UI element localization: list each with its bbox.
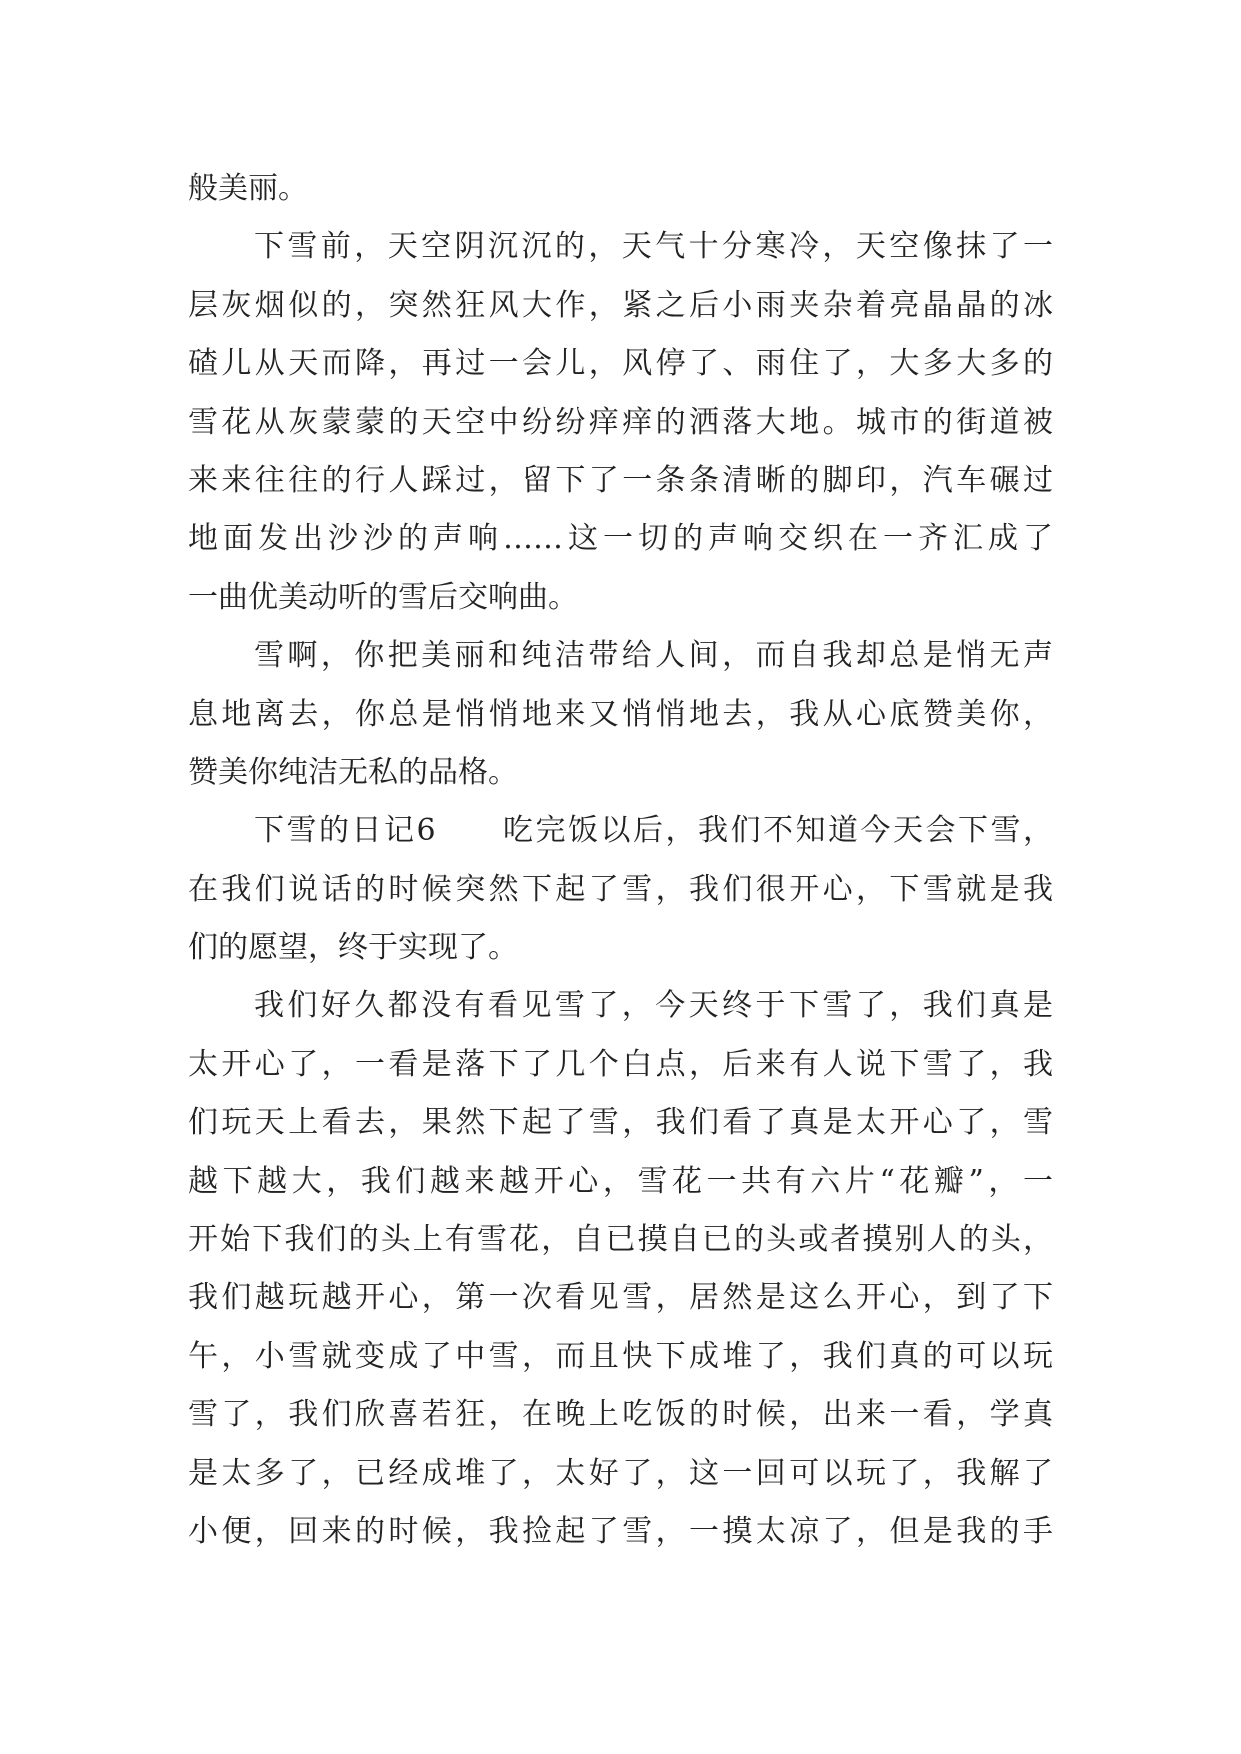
text-line: 雪啊，你把美丽和纯洁带给人间，而自我却总是悄无声 (254, 638, 1053, 674)
text-line: 一曲优美动听的雪后交响曲。 (188, 579, 578, 615)
text-line: 我们好久都没有看见雪了，今天终于下雪了，我们真是 (254, 988, 1053, 1024)
text-line: 我们越玩越开心，第一次看见雪，居然是这么开心，到了下 (188, 1280, 1053, 1316)
text-line: 息地离去，你总是悄悄地来又悄悄地去，我从心底赞美你， (188, 696, 1053, 732)
text-line: 在我们说话的时候突然下起了雪，我们很开心，下雪就是我 (188, 871, 1053, 907)
text-line: 们玩天上看去，果然下起了雪，我们看了真是太开心了，雪 (188, 1105, 1053, 1141)
text-line: 下雪前，天空阴沉沉的，天气十分寒冷，天空像抹了一 (254, 229, 1053, 265)
text-line: 来来往往的行人踩过，留下了一条条清晰的脚印，汽车碾过 (188, 462, 1053, 498)
text-line: 下雪的日记6 吃完饭以后，我们不知道今天会下雪， (254, 813, 1053, 849)
text-line: 碴儿从天而降，再过一会儿，风停了、雨住了，大多大多的 (188, 346, 1053, 382)
text-line: 地面发出沙沙的声响……这一切的声响交织在一齐汇成了 (188, 521, 1053, 557)
text-line: 雪花从灰蒙蒙的天空中纷纷痒痒的洒落大地。城市的街道被 (188, 404, 1053, 440)
text-line: 小便，回来的时候，我捡起了雪，一摸太凉了，但是我的手 (188, 1513, 1053, 1549)
text-line: 越下越大，我们越来越开心，雪花一共有六片“花瓣”，一 (188, 1163, 1053, 1199)
body-text (188, 160, 1053, 1561)
text-line: 午，小雪就变成了中雪，而且快下成堆了，我们真的可以玩 (188, 1338, 1053, 1374)
text-line: 般美丽。 (188, 171, 308, 206)
text-line: 赞美你纯洁无私的品格。 (188, 754, 518, 790)
text-line: 开始下我们的头上有雪花，自已摸自已的头或者摸别人的头， (188, 1222, 1053, 1258)
text-line: 们的愿望，终于实现了。 (188, 930, 518, 966)
text-line: 层灰烟似的，突然狂风大作，紧之后小雨夹杂着亮晶晶的冰 (188, 287, 1053, 323)
text-line: 雪了，我们欣喜若狂，在晚上吃饭的时候，出来一看，学真 (188, 1397, 1053, 1433)
text-line: 是太多了，已经成堆了，太好了，这一回可以玩了，我解了 (188, 1455, 1053, 1491)
text-line: 太开心了，一看是落下了几个白点，后来有人说下雪了，我 (188, 1046, 1053, 1082)
